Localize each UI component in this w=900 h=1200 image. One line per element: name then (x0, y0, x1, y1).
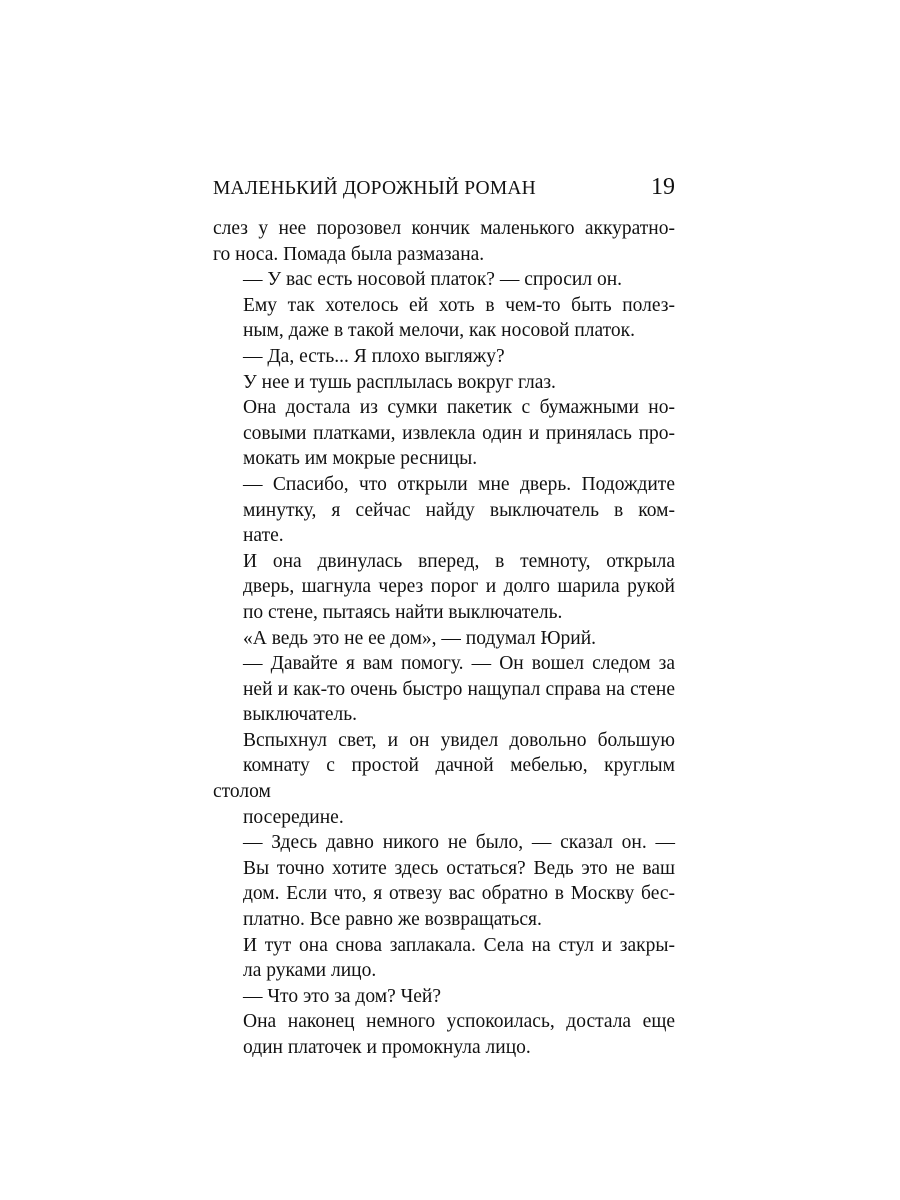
text-line: Она достала из сумки пакетик с бумажными но- (243, 397, 675, 419)
book-page (213, 174, 675, 1061)
body-text (213, 216, 675, 1061)
page-number: 19 (651, 174, 675, 200)
paragraph (213, 370, 675, 396)
text-line: — Здесь давно никого не было, — сказал он. — (243, 832, 675, 854)
text-line: «А ведь это не ее дом», — подумал Юрий. (243, 627, 597, 649)
text-line: ла руками лицо. (243, 960, 377, 982)
text-line: Ему так хотелось ей хоть в чем-то быть полез- (243, 294, 675, 316)
paragraph (213, 651, 675, 728)
text-line: Она наконец немного успокоилась, достала еще (243, 1011, 675, 1033)
text-line: выключатель. (243, 704, 357, 726)
paragraph (213, 293, 675, 344)
text-line: Вы точно хотите здесь остаться? Ведь это не ваш (243, 857, 675, 879)
paragraph (213, 728, 675, 830)
text-line: И тут она снова заплакала. Села на стул и закры- (243, 934, 675, 956)
text-line: минутку, я сейчас найду выключатель в ком- (243, 499, 675, 521)
text-line: совыми платками, извлекла один и принялась про- (243, 422, 675, 444)
text-line: нате. (243, 525, 284, 547)
text-line: Вспыхнул свет, и он увидел довольно большую (243, 729, 675, 751)
text-line: ным, даже в такой мелочи, как носовой платок. (243, 320, 636, 342)
text-line: слез у нее порозовел кончик маленького аккуратно- (213, 218, 675, 239)
paragraph (213, 830, 675, 932)
paragraph (213, 626, 675, 652)
paragraph (213, 267, 675, 293)
paragraph (213, 1009, 675, 1060)
text-line: по стене, пытаясь найти выключатель. (243, 601, 563, 623)
paragraph (213, 216, 675, 267)
text-line: дверь, шагнула через порог и долго шарила рукой (243, 576, 675, 598)
paragraph (213, 395, 675, 472)
paragraph (213, 344, 675, 370)
paragraph (213, 933, 675, 984)
text-line: — Что это за дом? Чей? (243, 985, 442, 1007)
running-title: МАЛЕНЬКИЙ ДОРОЖНЫЙ РОМАН (213, 178, 536, 199)
text-line: — Спасибо, что открыли мне дверь. Подождите (243, 473, 675, 495)
text-line: платно. Все равно же возвращаться. (243, 909, 542, 931)
running-head (213, 174, 675, 212)
text-line: — У вас есть носовой платок? — спросил он. (243, 269, 623, 291)
text-line: — Давайте я вам помогу. — Он вошел следом за (243, 653, 675, 675)
text-line: дом. Если что, я отвезу вас обратно в Москву бес- (243, 883, 675, 905)
text-line: один платочек и промокнула лицо. (243, 1037, 531, 1058)
text-line: посередине. (243, 806, 344, 828)
text-line: ней и как-то очень быстро нащупал справа на стене (243, 678, 675, 700)
text-line: комнату с простой дачной мебелью, круглым столом (213, 755, 675, 803)
text-line: — Да, есть... Я плохо выгляжу? (243, 345, 505, 367)
text-line: У нее и тушь расплылась вокруг глаз. (243, 371, 556, 393)
paragraph (213, 472, 675, 549)
paragraph (213, 984, 675, 1010)
paragraph (213, 549, 675, 626)
text-line: мокать им мокрые ресницы. (243, 448, 478, 470)
text-line: го носа. Помада была размазана. (213, 243, 485, 265)
text-line: И она двинулась вперед, в темноту, открыла (243, 550, 675, 572)
